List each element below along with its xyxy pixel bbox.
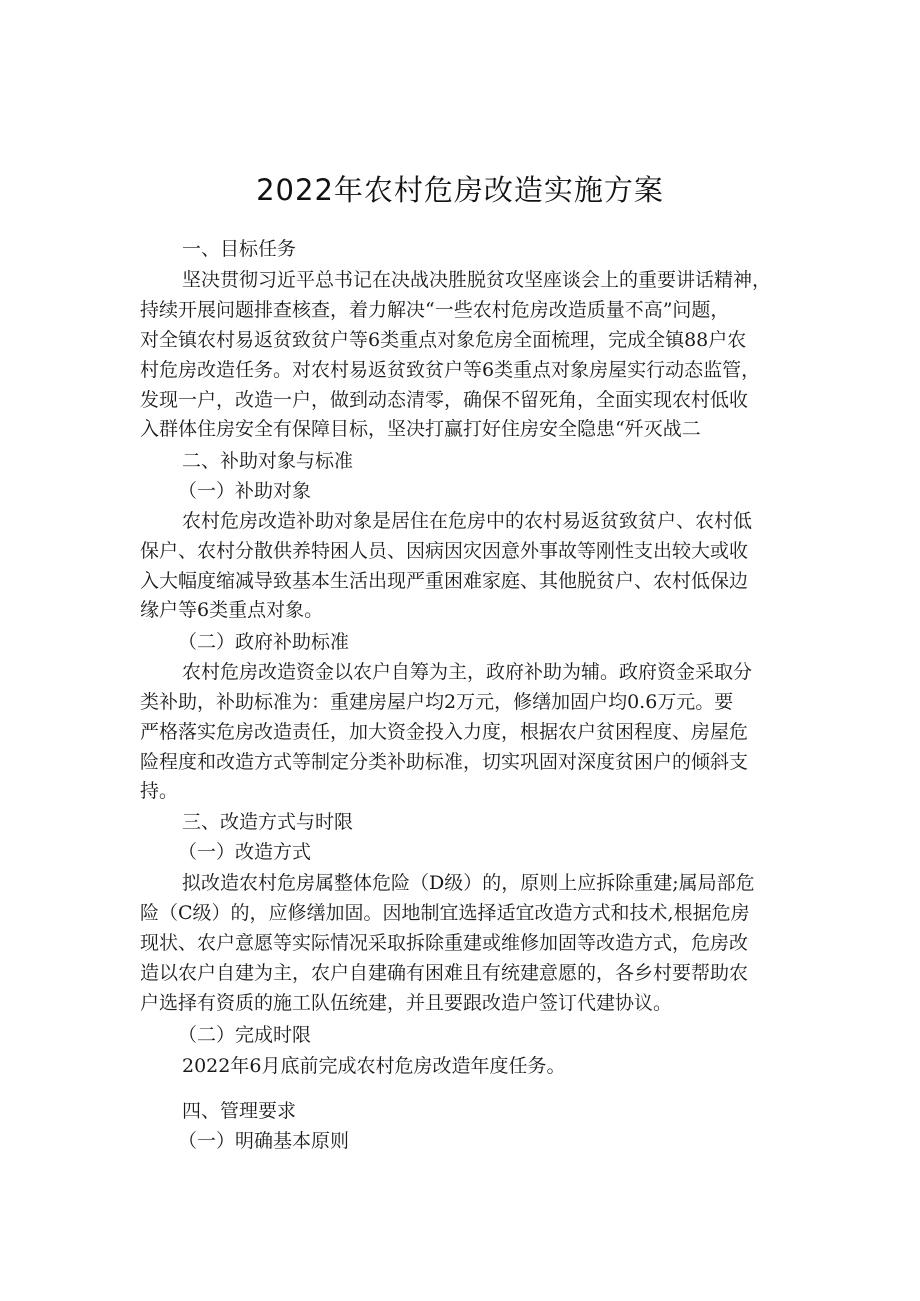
subheading-government-standard: （二）政府补助标准 <box>178 631 350 653</box>
paragraph-line: 持续开展问题排查核查，着力解决“一些农村危房改造质量不高”问题， <box>140 299 730 321</box>
subheading-subsidy-targets: （一）补助对象 <box>178 480 312 502</box>
paragraph-line: 坚决贯彻习近平总书记在决战决胜脱贫攻坚座谈会上的重要讲话精神， <box>182 269 772 291</box>
paragraph-line: 造以农户自建为主，农户自建确有困难且有统建意愿的，各乡村要帮助农 <box>140 962 749 984</box>
paragraph-line: 入大幅度缩减导致基本生活出现严重困难家庭、其他脱贫户、农村低保边 <box>140 570 749 592</box>
paragraph-line: 险（C级）的，应修缮加固。因地制宜选择适宜改造方式和技术,根据危房 <box>140 902 750 924</box>
document-title: 2022年农村危房改造实施方案 <box>256 173 664 207</box>
paragraph-line: 现状、农户意愿等实际情况采取拆除重建或维修加固等改造方式，危房改 <box>140 932 749 954</box>
paragraph-line: 对全镇农村易返贫致贫户等6类重点对象危房全面梳理，完成全镇88户农 <box>140 329 747 351</box>
heading-renovation: 三、改造方式与时限 <box>182 811 354 833</box>
paragraph-line: 严格落实危房改造责任，加大资金投入力度，根据农户贫困程度、房屋危 <box>140 721 749 743</box>
paragraph-line: 发现一户，改造一户，做到动态清零，确保不留死角，全面实现农村低收 <box>140 389 749 411</box>
paragraph-line: 2022年6月底前完成农村危房改造年度任务。 <box>182 1055 566 1077</box>
paragraph-line: 险程度和改造方式等制定分类补助标准，切实巩固对深度贫困户的倾斜支 <box>140 751 749 773</box>
paragraph-line: 持。 <box>140 780 179 802</box>
subheading-deadline: （二）完成时限 <box>178 1024 312 1046</box>
paragraph-line: 农村危房改造资金以农户自筹为主，政府补助为辅。政府资金采取分 <box>182 661 753 683</box>
heading-management: 四、管理要求 <box>182 1100 297 1122</box>
paragraph-line: 入群体住房安全有保障目标，坚决打赢打好住房安全隐患“歼灭战二 <box>140 418 701 440</box>
paragraph-line: 类补助，补助标准为：重建房屋户均2万元，修缮加固户均0.6万元。要 <box>140 691 734 713</box>
subheading-principles: （一）明确基本原则 <box>178 1130 350 1152</box>
paragraph-line: 户选择有资质的施工队伍统建，并且要跟改造户签订代建协议。 <box>140 992 673 1014</box>
subheading-renovation-method: （一）改造方式 <box>178 841 312 863</box>
paragraph-line: 缘户等6类重点对象。 <box>140 599 324 621</box>
paragraph-line: 拟改造农村危房属整体危险（D级）的，原则上应拆除重建;属局部危 <box>182 872 755 894</box>
heading-subsidy: 二、补助对象与标准 <box>182 450 354 472</box>
paragraph-line: 农村危房改造补助对象是居住在危房中的农村易返贫致贫户、农村低 <box>182 510 753 532</box>
paragraph-line: 村危房改造任务。对农村易返贫致贫户等6类重点对象房屋实行动态监管， <box>140 359 761 381</box>
heading-objectives: 一、目标任务 <box>182 238 297 260</box>
paragraph-line: 保户、农村分散供养特困人员、因病因灾因意外事故等刚性支出较大或收 <box>140 540 749 562</box>
